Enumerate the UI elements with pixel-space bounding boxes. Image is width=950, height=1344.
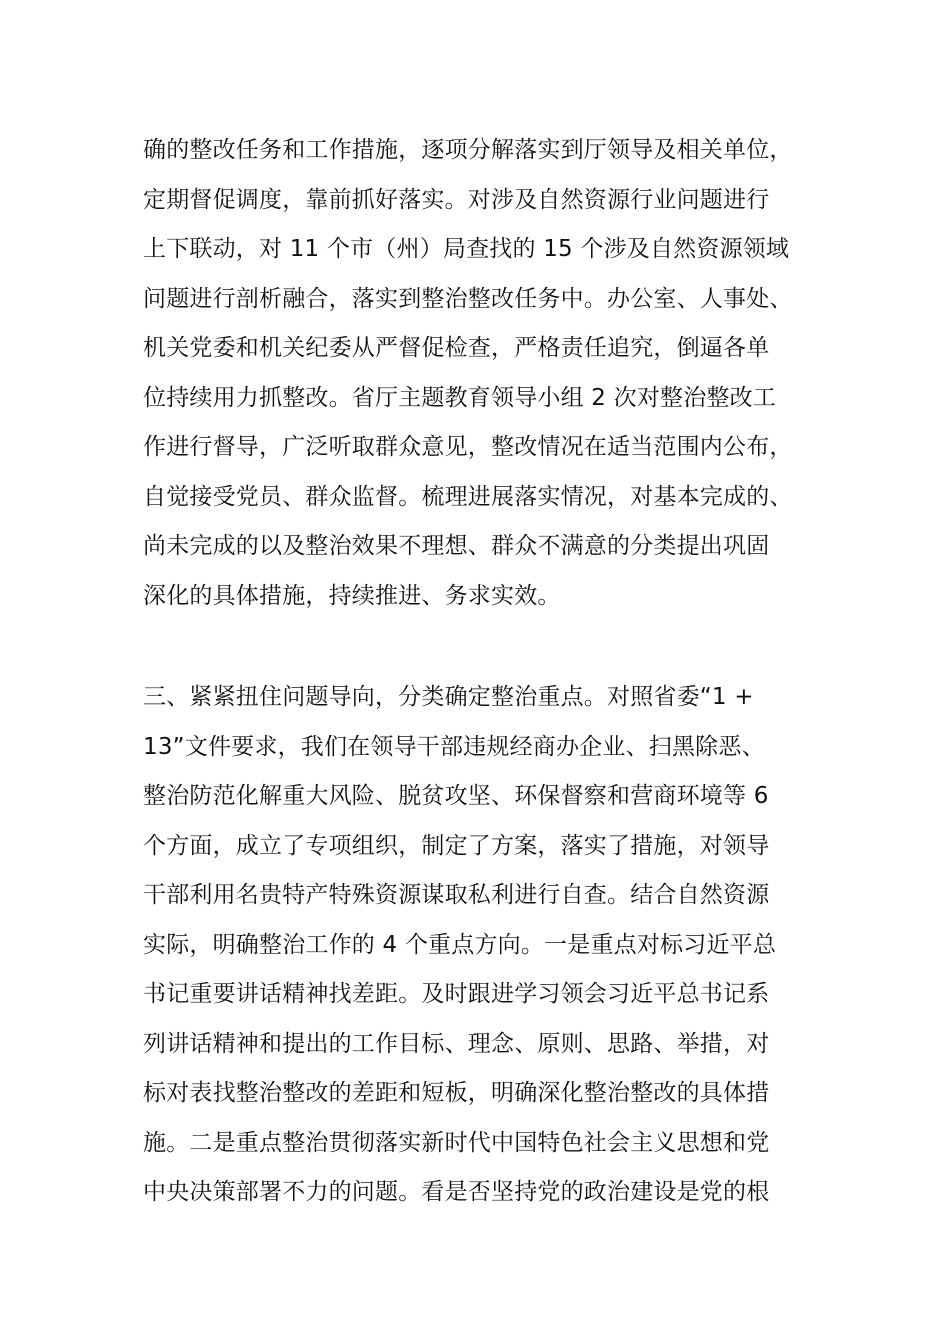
paragraph-section-three [143,673,843,1218]
text-line: 位持续用力抓整改。省厅主题教育领导小组 2 次对整治整改工 [143,384,777,411]
text-line: 自觉接受党员、群众监督。梳理进展落实情况，对基本完成的、 [143,483,793,510]
text-line: 施。二是重点整治贯彻落实新时代中国特色社会主义思想和党 [143,1129,770,1156]
text-line: 个方面，成立了专项组织，制定了方案，落实了措施，对领导 [143,832,770,859]
text-line: 作进行督导，广泛听取群众意见，整改情况在适当范围内公布， [143,434,793,460]
text-line: 确的整改任务和工作措施，逐项分解落实到厅领导及相关单位， [143,137,793,163]
paragraph-rectification-measures [143,126,843,621]
text-line: 上下联动，对 11 个市（州）局查找的 15 个涉及自然资源领域 [143,236,790,262]
text-line: 干部利用名贵特产特殊资源谋取私利进行自查。结合自然资源 [143,882,770,908]
text-line: 实际，明确整治工作的 4 个重点方向。一是重点对标习近平总 [143,931,777,958]
text-line: 问题进行剖析融合，落实到整治整改任务中。办公室、人事处、 [143,285,793,312]
text-line: 中央决策部署不力的问题。看是否坚持党的政治建设是党的根 [143,1179,770,1205]
text-line: 列讲话精神和提出的工作目标、理念、原则、思路、举措，对 [143,1030,770,1057]
text-line: 机关党委和机关纪委从严督促检查，严格责任追究，倒逼各单 [143,335,770,361]
text-line: 书记重要讲话精神找差距。及时跟进学习领会习近平总书记系 [143,981,770,1007]
text-line: 标对表找整治整改的差距和短板，明确深化整治整改的具体措 [143,1080,770,1106]
text-line: 三、紧紧扭住问题导向，分类确定整治重点。对照省委“1 + [143,684,754,710]
text-line: 深化的具体措施，持续推进、务求实效。 [143,582,561,609]
text-line: 13”文件要求，我们在领导干部违规经商办企业、扫黑除恶、 [143,733,765,760]
text-line: 定期督促调度，靠前抓好落实。对涉及自然资源行业问题进行 [143,186,770,213]
text-line: 整治防范化解重大风险、脱贫攻坚、环保督察和营商环境等 6 [143,783,769,809]
text-line: 尚未完成的以及整治效果不理想、群众不满意的分类提出巩固 [143,533,770,559]
